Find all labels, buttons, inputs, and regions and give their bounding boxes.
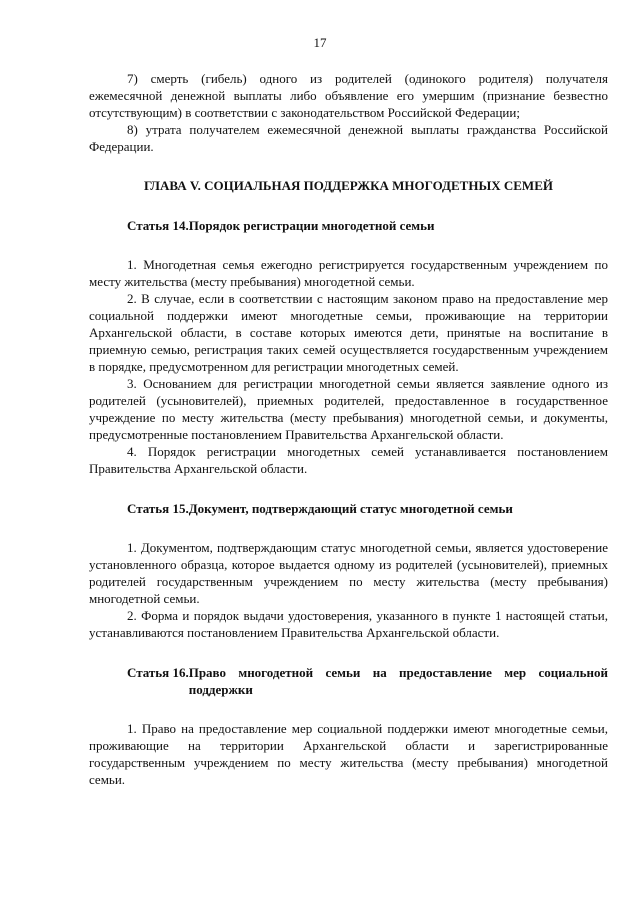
article-heading [89, 664, 608, 698]
article-title: Порядок регистрации многодетной семьи [188, 218, 435, 233]
article-paragraph: 1. Многодетная семья ежегодно регистрируется государственным учреждением по месту жительства (месту пребывания) многодетной семьи. [89, 257, 608, 289]
article-paragraph: 2. В случае, если в соответствии с настоящим законом право на предоставление мер социальной поддержки имеют многодетные семьи, проживающие на территории Архангельской области, в составе которых имеются дети, принятые на воспитание в приемную семью, регистрация таких семей осуществляется государственным учреждением в порядке, предусмотренном для регистрации многодетных семей. [89, 291, 608, 374]
article-paragraph: 1. Документом, подтверждающим статус многодетной семьи, является удостоверение установленного образца, которое выдается одному из родителей (усыновителей), приемных родителей государственным учреждением по месту жительства (месту пребывания) многодетной семьи. [89, 540, 608, 606]
article-heading [89, 217, 608, 234]
article-title: Право многодетной семьи на предоставление мер социальной поддержки [188, 665, 608, 697]
intro-item: 8) утрата получателем ежемесячной денежной выплаты гражданства Российской Федерации. [89, 122, 608, 154]
article-paragraph: 1. Право на предоставление мер социальной поддержки имеют многодетные семьи, проживающие на территории Архангельской области и зарегистрированные государственным учреждением по месту жительства (месту пребывания) многодетной семьи. [89, 721, 608, 787]
article-number: Статья 16. [127, 665, 189, 680]
article-heading [89, 500, 608, 517]
intro-item: 7) смерть (гибель) одного из родителей (одинокого родителя) получателя ежемесячной денежной выплаты либо объявление его умершим (признание безвестно отсутствующим) в соответствии с законодательством Российской Федерации; [89, 71, 608, 120]
article-number: Статья 14. [127, 218, 189, 233]
chapter-title: ГЛАВА V. СОЦИАЛЬНАЯ ПОДДЕРЖКА МНОГОДЕТНЫХ СЕМЕЙ [144, 178, 553, 193]
article-number: Статья 15. [127, 501, 189, 516]
article-paragraph: 3. Основанием для регистрации многодетной семьи является заявление одного из родителей (усыновителей), приемных родителей, предоставленное в государственное учреждение по месту жительства (месту пребывания) многодетной семьи, и документы, предусмотренные постановлением Правительства Архангельской области. [89, 376, 608, 442]
article-paragraph: 2. Форма и порядок выдачи удостоверения, указанного в пункте 1 настоящей статьи, устанавливаются постановлением Правительства Архангельской области. [89, 608, 608, 640]
article-paragraph: 4. Порядок регистрации многодетных семей устанавливается постановлением Правительства Архангельской области. [89, 444, 608, 476]
document-body [89, 70, 608, 788]
article-title: Документ, подтверждающий статус многодетной семьи [188, 501, 513, 516]
page-number: 17 [313, 35, 327, 50]
